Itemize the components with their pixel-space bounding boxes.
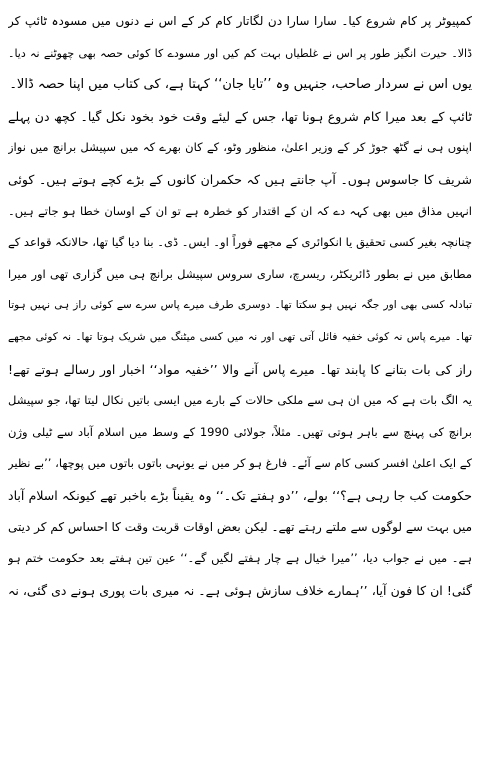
text-line: میں بہت سے لوگوں سے ملتے رہتے تھے۔ لیکن بعض اوقات قربت وقت کا احساس کم کر دیتی (8, 519, 472, 534)
text-line: شریف کا جاسوس ہوں۔ آپ جانتے ہیں کہ حکمران کانوں کے بڑے کچے ہوتے ہیں۔ کوئی (8, 171, 472, 187)
text-line: یہ الگ بات ہے کہ میں ان ہی سے ملکی حالات کے بارے میں ایسی باتیں نکال لیتا تھا، جو سپیشل (8, 393, 472, 408)
text-line: ہے۔ میں نے جواب دیا، ’’میرا خیال ہے چار ہفتے لگیں گے۔‘‘ عین تین ہفتے بعد حکومت ختم ہو (8, 551, 472, 566)
text-line: اپنوں ہی نے گٹھ جوڑ کر کے وزیر اعلیٰ، منظور وٹو، کے کان بھرے کہ میں سپیشل برانچ میں نواز (8, 140, 472, 155)
text-line: یوں اس نے سردار صاحب، جنہیں وہ ’’تایا جان‘‘ کہتا ہے، کی کتاب میں اپنا حصہ ڈالا۔ (9, 77, 472, 93)
text-line: ٹائپ کے بعد میرا کام شروع ہونا تھا، جس کے لیئے وقت خود بخود نکل گیا۔ کچھ دن پہلے (8, 108, 472, 124)
text-line: حکومت کب جا رہی ہے؟‘‘ بولے، ’’دو ہفتے تک۔‘‘ وہ یقیناً بڑے باخبر تھے کیونکہ اسلام آباد (8, 487, 472, 503)
text-line: تھا۔ میرے پاس نہ کوئی خفیہ فائل آتی تھی اور نہ میں کسی میٹنگ میں شریک ہوتا تھا۔ نہ کوئی مجھے (8, 330, 472, 343)
text-line: مطابق میں نے بطور ڈائریکٹر، ریسرچ، ساری سروس سپیشل برانچ ہی میں گزاری تھی اور میرا (8, 266, 472, 281)
text-line: کمپیوٹر پر کام شروع کیا۔ سارا سارا دن لگاتار کام کر کے اس نے دنوں میں مسودہ ٹائپ کر (8, 14, 472, 28)
text-line: تبادلہ کسی بھی اور جگہ نہیں ہو سکتا تھا۔ دوسری طرف میرے پاس سرے سے کوئی راز ہی نہیں ہوتا (8, 299, 472, 312)
text-line: چنانچہ بغیر کسی تحقیق یا انکوائری کے مجھے فوراً او۔ ایس۔ ڈی۔ بنا دیا گیا تھا، حالانکہ قواعد کے (8, 235, 472, 250)
text-line: گئی! ان کا فون آیا، ’’ہمارے خلاف سازش ہوئی ہے۔ نہ میری بات پوری ہونے دی گئی، نہ (8, 582, 472, 598)
text-line: ڈالا۔ حیرت انگیز طور پر اس نے غلطیاں بہت کم کیں اور مسودے کا کوئی حصہ بھی چھوٹنے نہ دیا۔ (8, 46, 472, 60)
text-line: برانچ کی پہنچ سے باہر ہوتی تھیں۔ مثلاً، جولائی 1990 کے وسط میں اسلام آباد سے ٹیلی وژن (8, 424, 472, 439)
text-line: راز کی بات بتانے کا پابند تھا۔ میرے پاس آنے والا ’’خفیہ مواد‘‘ اخبار اور رسالے ہوتے تھے! (8, 361, 472, 377)
text-line: انہیں مذاق میں بھی کہہ دے کہ ان کے اقتدار کو خطرہ ہے تو ان کے اوسان خطا ہو جاتے ہیں۔ (8, 203, 472, 218)
text-line: کے ایک اعلیٰ افسر کسی کام سے آئے۔ فارغ ہو کر میں نے یونہی باتوں باتوں میں پوچھا، ’’بے نظیر (8, 456, 472, 471)
